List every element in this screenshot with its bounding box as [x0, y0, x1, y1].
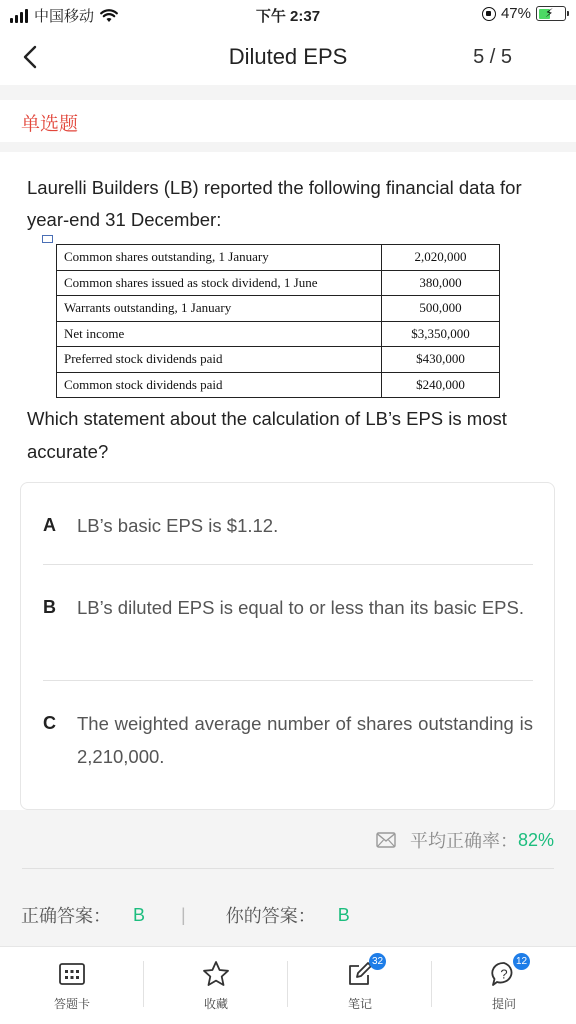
battery-percent: 47% — [500, 5, 531, 22]
status-right — [482, 5, 566, 22]
accuracy-value: 82% — [517, 829, 554, 850]
carrier-name: 中国移动 — [34, 8, 95, 25]
question-card — [0, 152, 576, 810]
table-cell-label: Common stock dividends paid — [57, 372, 382, 398]
option-letter: C — [43, 713, 56, 733]
svg-text:?: ? — [500, 966, 508, 982]
table-anchor-icon — [42, 235, 53, 243]
table-cell-label: Common shares outstanding, 1 January — [57, 245, 382, 271]
tab-favorite[interactable] — [144, 947, 288, 1024]
mail-icon[interactable] — [376, 832, 396, 848]
table-row — [57, 347, 500, 373]
status-time: 下午 2:37 — [255, 8, 321, 25]
answer-summary — [21, 902, 561, 928]
table-cell-value: $3,350,000 — [382, 321, 500, 347]
your-answer-label: 你的答案： — [225, 906, 316, 926]
tab-label: 答题卡 — [53, 997, 90, 1011]
option-text: LB’s basic EPS is $1.12. — [77, 515, 279, 536]
rotation-lock-icon — [482, 7, 496, 21]
table-cell-label: Net income — [57, 321, 382, 347]
status-bar — [0, 0, 576, 30]
answer-options — [20, 482, 555, 810]
question-type-header — [0, 100, 576, 142]
table-cell-value: 2,020,000 — [382, 245, 500, 271]
nav-bar — [0, 30, 576, 85]
table-cell-value: $430,000 — [382, 347, 500, 373]
table-cell-label: Common shares issued as stock dividend, 1 June — [57, 270, 382, 296]
answer-card-icon — [57, 959, 87, 989]
option-text: LB’s diluted EPS is equal to or less than its basic EPS. — [77, 597, 524, 618]
financial-data-table — [56, 244, 500, 398]
option-b[interactable] — [43, 591, 533, 624]
page-title: Diluted EPS — [228, 44, 348, 69]
tab-label: 笔记 — [347, 997, 372, 1011]
option-divider — [43, 564, 533, 565]
tab-ask[interactable] — [432, 947, 576, 1024]
your-answer-value: B — [337, 904, 350, 925]
option-divider — [43, 680, 533, 681]
accuracy-row — [0, 820, 576, 866]
question-stem: Laurelli Builders (LB) reported the following financial data for year-end 31 December: — [27, 177, 522, 230]
question-counter: 5 / 5 — [473, 46, 512, 68]
option-letter: A — [43, 515, 56, 535]
option-a[interactable] — [43, 509, 533, 542]
questions-count-badge: 12 — [513, 953, 530, 970]
notes-count-badge: 32 — [369, 953, 386, 970]
table-cell-value: 500,000 — [382, 296, 500, 322]
table-cell-label: Preferred stock dividends paid — [57, 347, 382, 373]
star-icon — [201, 959, 231, 989]
tab-label: 提问 — [491, 997, 516, 1011]
correct-answer-value: B — [133, 904, 146, 925]
table-cell-value: 380,000 — [382, 270, 500, 296]
question-prompt: Which statement about the calculation of LB’s EPS is most accurate? — [27, 408, 507, 462]
table-cell-label: Warrants outstanding, 1 January — [57, 296, 382, 322]
answer-separator: | — [181, 904, 186, 925]
accuracy-label: 平均正确率： — [409, 831, 518, 851]
tab-notes[interactable] — [288, 947, 432, 1024]
option-c[interactable] — [43, 707, 533, 773]
battery-icon: ⚡ — [536, 6, 566, 21]
table-row — [57, 270, 500, 296]
table-row — [57, 372, 500, 398]
tab-label: 收藏 — [203, 997, 228, 1011]
option-text: The weighted average number of shares outstanding is 2,210,000. — [77, 713, 533, 767]
table-row — [57, 245, 500, 271]
table-cell-value: $240,000 — [382, 372, 500, 398]
option-letter: B — [43, 597, 56, 617]
financial-data-table-image — [40, 236, 548, 400]
correct-answer-label: 正确答案： — [21, 906, 111, 926]
accuracy-stat — [376, 827, 554, 853]
tab-answer-card[interactable] — [0, 947, 144, 1024]
bottom-tab-bar — [0, 946, 576, 1024]
divider — [22, 868, 554, 869]
question-type-label: 单选题 — [21, 114, 79, 135]
table-row — [57, 296, 500, 322]
table-row — [57, 321, 500, 347]
